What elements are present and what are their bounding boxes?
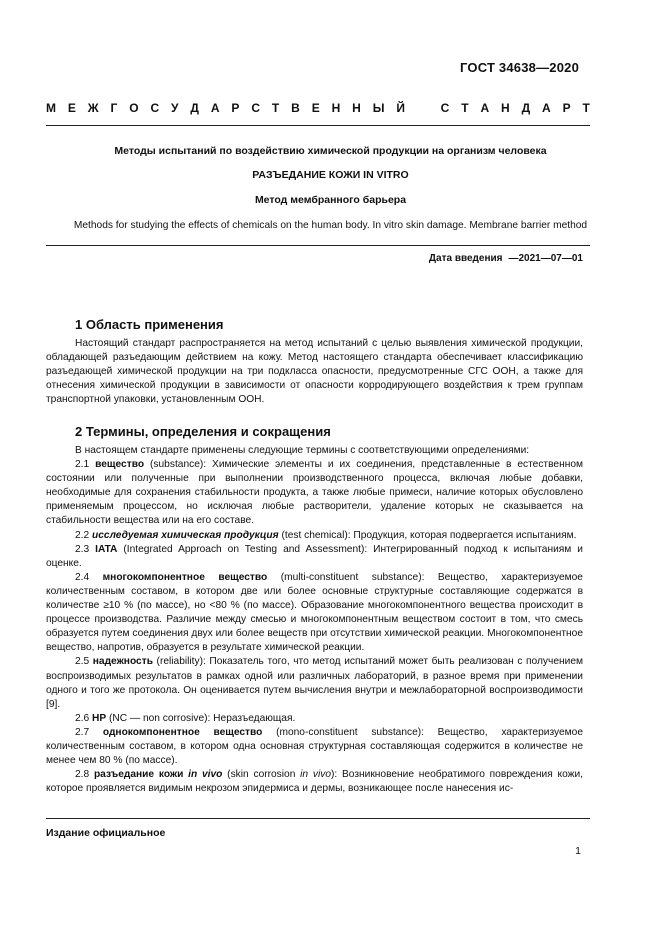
interstate-letter: Ы — [372, 101, 385, 115]
term-definition-text: (test chemical): Продукция, которая подвергается испытаниям. — [278, 529, 577, 541]
interstate-letter: Т — [461, 101, 469, 115]
interstate-letter: Н — [501, 101, 510, 115]
interstate-letter: Е — [67, 101, 76, 115]
interstate-letter: Г — [110, 101, 118, 115]
document-title-en: Methods for studying the effects of chemicals on the human body. In vitro skin damage. Membrane barrier method — [73, 220, 588, 231]
term-definition-text: (mono-constituent substance): Вещество, характеризуемое количественным составом, в котором одна основная структурная составляющая содержится в количестве не менее чем 80 % (по массе). — [46, 726, 583, 767]
interstate-letter: Р — [231, 101, 240, 115]
document-title-ru: Методы испытаний по воздействию химической продукции на организм человека — [114, 145, 547, 157]
interstate-letter: Е — [311, 101, 320, 115]
interstate-letter: Т — [271, 101, 280, 115]
term-definition — [46, 571, 583, 656]
term-definition — [46, 712, 583, 726]
term-definition-text: (substance): Химические элементы и их соединения, представленные в естественном состоянии или полученные при выполнении производственного процесса, включая любые добавки, необходимые для сохранения стабильности продукта, а также любые примеси, наличие которых обусловлено применяемым процессом, но исключая любые растворители, удаление которых не сказывается на стабильности вещества или на его составе. — [46, 459, 583, 527]
term-definition-text: (NC — non corrosive): Неразъедающая. — [106, 712, 296, 724]
introduction-date — [429, 253, 583, 264]
interstate-letter: Ж — [87, 101, 99, 115]
term-name: однокомпонентное вещество — [102, 726, 263, 738]
introduction-date-label: Дата введения — [428, 253, 503, 264]
term-definition-prefix: (skin corrosion — [222, 769, 301, 781]
term-number: 2.2 — [75, 529, 90, 541]
term-name: разъедание кожи — [93, 769, 184, 781]
term-number: 2.8 — [75, 769, 90, 781]
interstate-letter: А — [480, 101, 490, 115]
interstate-letter: Р — [562, 101, 571, 115]
term-definition-italic: in vivo — [300, 769, 331, 781]
term-number: 2.7 — [75, 726, 90, 738]
term-definition — [46, 529, 583, 543]
term-definition-text: ): Возникновение необратимого повреждения кожи, которое проявляется видимым некрозом эпидермиса и дермы, возникающее после нанесения ис- — [46, 769, 583, 795]
interstate-letter: Н — [331, 101, 341, 115]
interstate-letter: Д — [190, 101, 199, 115]
term-definition — [46, 543, 583, 571]
edition-label: Издание официальное — [46, 827, 166, 839]
title-divider — [46, 245, 590, 246]
term-definition-text: (multi-constituent substance): Вещество, характеризуемое количественным составом, в котором две или более основные структурные составляющие содержатся в количестве ≥10 % (по массе), но <80 % (по массе). Образование многокомпонентного вещества происходит в процессе производства. Различие между смесью и многокомпонентным веществом состоит в том, что смесь образуется путем соединения двух или более веществ при отсутствии химической реакции. Многокомпонентное вещество, напротив, образуется в результате химической реакции. — [46, 571, 583, 654]
interstate-letter: У — [171, 101, 179, 115]
section-2-intro: В настоящем стандарте применены следующие термины с соответствующими определениями: — [75, 445, 530, 456]
footer-divider — [46, 818, 590, 819]
term-number: 2.4 — [75, 571, 90, 583]
term-definition-text: (Integrated Approach on Testing and Assessment): Интегрированный подход к испытаниям и оценке. — [46, 543, 583, 569]
term-name: многокомпонентное вещество — [102, 571, 268, 583]
term-definition-text: (reliability): Показатель того, что метод испытаний может быть реализован с получением воспроизводимых результатов в рамках одной или различных лабораторий, в разное время при применении одного и того же протокола. Он оценивается путем вычисления внутри и межлабораторной воспроизводимости [9]. — [46, 656, 583, 710]
section-2-body — [46, 444, 583, 796]
header-divider — [46, 125, 590, 126]
page-number: 1 — [575, 845, 581, 857]
term-name: IATA — [95, 543, 118, 555]
section-1-paragraph: Настоящий стандарт распространяется на метод испытаний с целью выявления химической продукции, обладающей разъедающим действием на кожу. Метод настоящего стандарта обеспечивает классификацию разъедающей химической продукции на три подкласса опасности, предусмотренные СГС ООН, а также для отнесения химической продукции в зависимости от опасности корродирующего воздействия к трем группам транспортной упаковки, установленным ООН. — [46, 338, 583, 406]
interstate-letter: О — [129, 101, 139, 115]
section-1-heading: 1 Область применения — [75, 317, 224, 332]
interstate-standard-label — [46, 101, 590, 115]
term-name: вещество — [95, 459, 145, 471]
interstate-letter: М — [46, 101, 56, 115]
term-definition — [46, 458, 583, 528]
term-number: 2.5 — [75, 656, 90, 668]
term-definition — [46, 768, 583, 796]
interstate-letter: В — [291, 101, 300, 115]
section-2-heading: 2 Термины, определения и сокращения — [75, 424, 331, 439]
interstate-letter: А — [542, 101, 551, 115]
interstate-letter: С — [251, 101, 260, 115]
standard-number: ГОСТ 34638—2020 — [460, 60, 579, 75]
interstate-letter: А — [210, 101, 220, 115]
interstate-letter: Д — [521, 101, 531, 115]
term-name: надежность — [92, 656, 153, 668]
introduction-date-value: —2021—07—01 — [508, 253, 583, 264]
term-name: НР — [92, 712, 107, 724]
term-number: 2.1 — [75, 459, 90, 471]
term-number: 2.3 — [75, 543, 90, 555]
document-main-title: РАЗЪЕДАНИЕ КОЖИ IN VITRO — [252, 169, 409, 181]
interstate-letter: Й — [396, 101, 405, 115]
term-name: исследуемая химическая продукция — [92, 529, 279, 541]
term-number: 2.6 — [75, 712, 90, 724]
interstate-letter: Т — [582, 101, 590, 115]
interstate-letter: Н — [352, 101, 361, 115]
term-definition — [46, 655, 583, 711]
interstate-letter: С — [440, 101, 450, 115]
interstate-letter: С — [150, 101, 160, 115]
term-name-suffix: in vivo — [183, 769, 223, 781]
section-1-body — [46, 337, 583, 407]
term-definition — [46, 726, 583, 768]
document-method-title: Метод мембранного барьера — [254, 194, 407, 206]
